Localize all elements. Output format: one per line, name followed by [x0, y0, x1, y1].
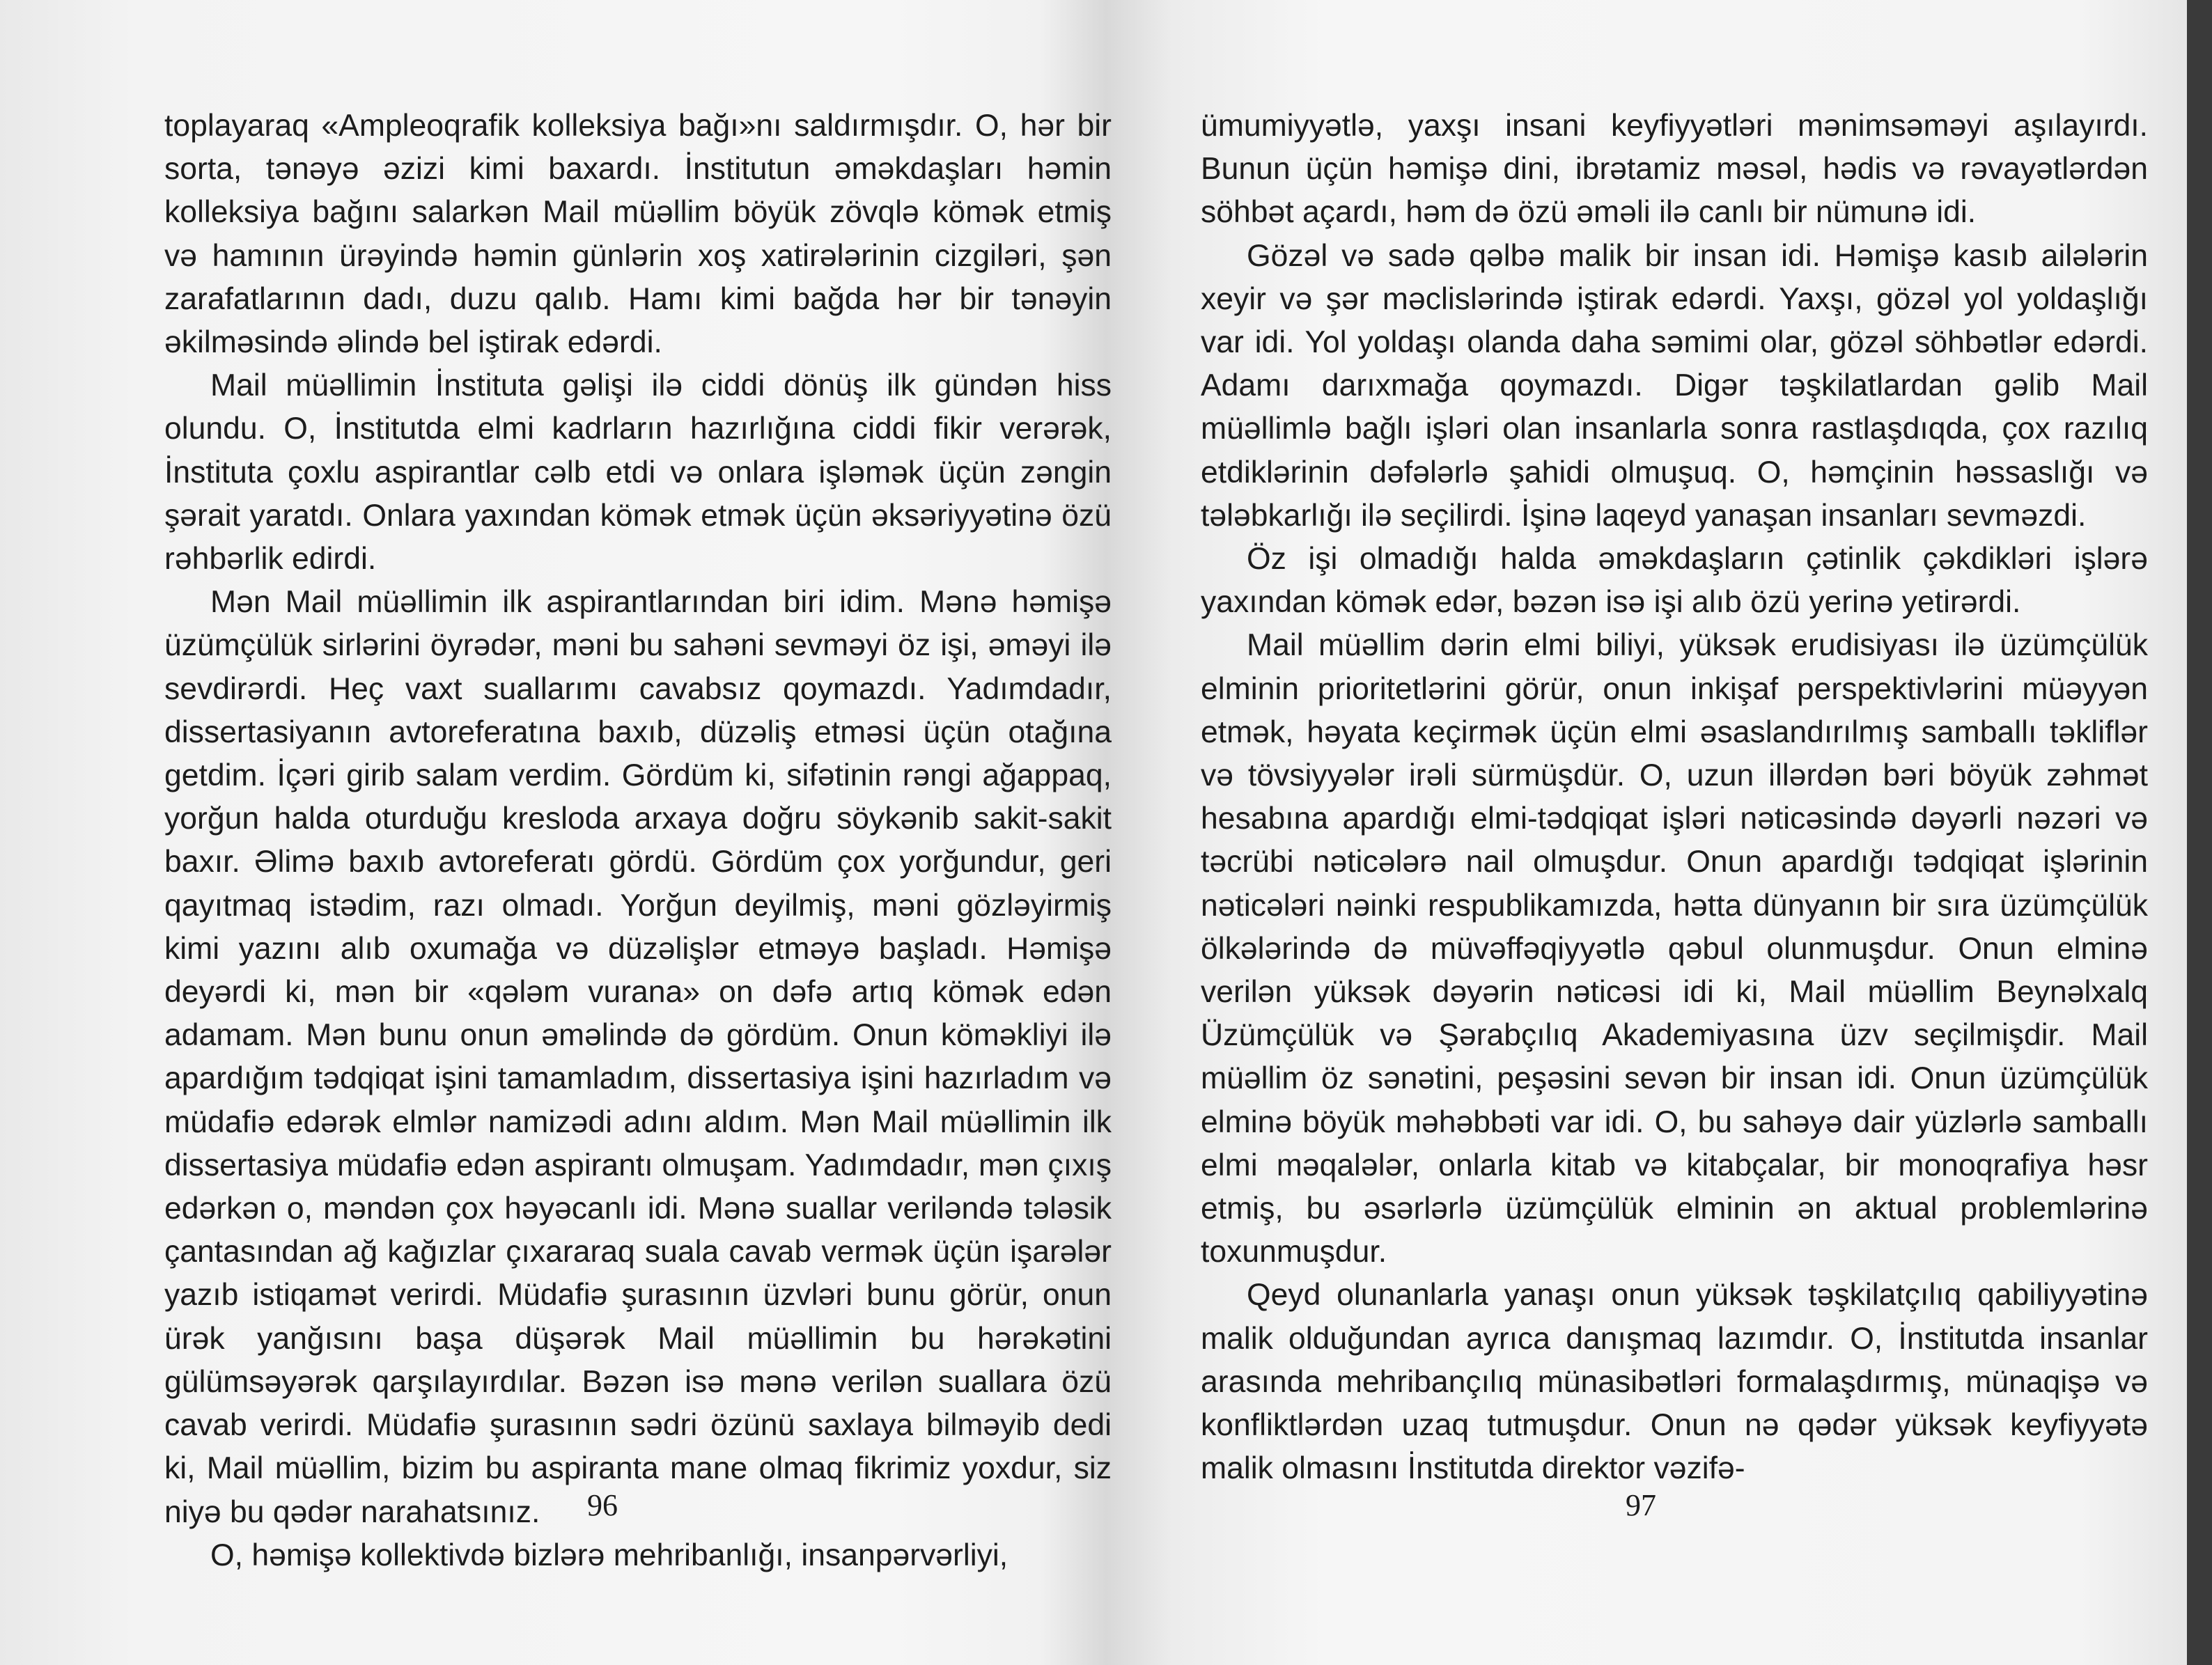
- scan-edge-shadow: [2187, 0, 2212, 1665]
- right-paragraph-3: Öz işi olmadığı halda əməkdaşların çətinlik çəkdikləri işlərə yaxından kömək edər, bəzən isə işi alıb özü yerinə yetirərdi.: [1201, 542, 2148, 620]
- right-page-number: 97: [1626, 1488, 1656, 1522]
- left-paragraph-2: Mail müəllimin İnstituta gəlişi ilə ciddi dönüş ilk gündən hiss olundu. O, İnstitutda elmi kadrların hazırlığına ciddi fikir verərək, İnstituta çoxlu aspirantlar cəlb etdi və onlara işləmək üçün zəngin şərait yaratdı. Onlara yaxından kömək etmək üçün əksəriyyətinə özü rəhbərlik edirdi.: [164, 368, 1112, 577]
- left-paragraph-1: toplayaraq «Ampleoqrafik kolleksiya bağı»nı saldırmışdır. O, hər bir sorta, tənəyə əzizi kimi baxardı. İnstitutun əməkdaşları həmin kolleksiya bağını salarkən Mail müəllim böyük zövqlə kömək etmiş və hamının ürəyində həmin günlərin xoş xatirələrinin cizgiləri, şən zarafatlarının dadı, duzu qalıb. Hamı kimi bağda hər bir tənəyin əkilməsində əlində bel iştirak edərdi.: [164, 109, 1112, 360]
- left-page-text: [164, 104, 1112, 1577]
- right-paragraph-1: ümumiyyətlə, yaxşı insani keyfiyyətləri mənimsəməyi aşılayırdı. Bunun üçün həmişə dini, ibrətamiz məsəl, hədis və rəvayətlərdən söhbət açardı, həm də özü əməli ilə canlı bir nümunə idi.: [1201, 109, 2148, 230]
- right-paragraph-5: Qeyd olunanlarla yanaşı onun yüksək təşkilatçılıq qabiliyyətinə malik olduğundan ayrıca danışmaq lazımdır. O, İnstitutda insanlar arasında mehribançılıq münasibətləri formalaşdırmış, münaqişə və konfliktlərdən uzaq tutmuşdur. Onun nə qədər yüksək keyfiyyətə malik olmasını İnstitutda direktor vəzifə-: [1201, 1278, 2148, 1486]
- left-page-number: 96: [587, 1488, 618, 1522]
- right-page-text: [1201, 104, 2148, 1491]
- right-paragraph-2: Gözəl və sadə qəlbə malik bir insan idi. Həmişə kasıb ailələrin xeyir və şər məclislərində iştirak edərdi. Yaxşı, gözəl yol yoldaşlığı var idi. Yol yoldaşı olanda daha səmimi olar, gözəl söhbətlər edərdi. Adamı darıxmağa qoymazdı. Digər təşkilatlardan gəlib Mail müəllimlə bağlı işləri olan insanlarla sonra rastlaşdıqda, çox razılıq etdiklərinin dəfələrlə şahidi olmuşuq. O, həmçinin həssaslığı və tələbkarlığı ilə seçilirdi. İşinə laqeyd yanaşan insanları sevməzdi.: [1201, 238, 2148, 533]
- right-paragraph-4: Mail müəllim dərin elmi biliyi, yüksək erudisiyası ilə üzümçülük elminin prioritetlərini görür, onun inkişaf perspektivlərini müəyyən etmək, həyata keçirmək üçün elmi əsaslandırılmış samballı təkliflər və tövsiyyələr irəli sürmüşdür. O, uzun illərdən bəri böyük zəhmət hesabına apardığı elmi-tədqiqat işləri nəticəsində dəyərli nəzəri və təcrübi nəticələrə nail olmuşdur. Onun apardığı tədqiqat işlərinin nəticələri nəinki respublikamızda, hətta dünyanın bir sıra üzümçülük ölkələrində də müvəffəqiyyətlə qəbul olunmuşdur. Onun elminə verilən yüksək dəyərin nəticəsi idi ki, Mail müəllim Beynəlxalq Üzümçülük və Şərabçılıq Akademiyasına üzv seçilmişdir. Mail müəllim öz sənətini, peşəsini sevən bir insan idi. Onun üzümçülük elminə böyük məhəbbəti var idi. O, bu sahəyə dair yüzlərlə samballı elmi məqalələr, onlarla kitab və kitabçalar, bir monoqrafiya həsr etmiş, bu əsərlərlə üzümçülük elminin ən aktual problemlərinə toxunmuşdur.: [1201, 628, 2148, 1269]
- left-paragraph-3: Mən Mail müəllimin ilk aspirantlarından biri idim. Mənə həmişə üzümçülük sirlərini öyrədər, məni bu sahəni sevməyi öz işi, əməyi ilə sevdirərdi. Heç vaxt suallarımı cavabsız qoymazdı. Yadımdadır, dissertasiyanın avtoreferatına baxıb, düzəliş etməsi üçün otağına getdim. İçəri girib salam verdim. Gördüm ki, sifətinin rəngi ağappaq, yorğun halda oturduğu kresloda arxaya doğru söykənib sakit-sakit baxır. Əlimə baxıb avtoreferatı gördü. Gördüm çox yorğundur, geri qayıtmaq istədim, razı olmadı. Yorğun deyilmiş, məni gözləyirmiş kimi yazını alıb oxumağa və düzəlişlər etməyə başladı. Həmişə deyərdi ki, mən bir «qələm vurana» on dəfə artıq kömək edən adamam. Mən bunu onun əməlində də gördüm. Onun köməkliyi ilə apardığım tədqiqat işini tamamladım, dissertasiya işini hazırladım və müdafiə edərək elmlər namizədi adını aldım. Mən Mail müəllimin ilk dissertasiya müdafiə edən aspirantı olmuşam. Yadımdadır, mən çıxış edərkən o, məndən çox həyəcanlı idi. Mənə suallar veriləndə tələsik çantasından ağ kağızlar çıxararaq suala cavab vermək üçün işarələr yazıb istiqamət verirdi. Müdafiə şurasının üzvləri bunu görür, onun ürək yanğısını başa düşərək Mail müəllimin bu hərəkətini gülümsəyərək qarşılayırdılar. Bəzən isə mənə verilən suallara özü cavab verirdi. Müdafiə şurasının sədri özünü saxlaya bilməyib dedi ki, Mail müəllim, bizim bu aspiranta mane olmaq fikrimiz yoxdur, siz niyə bu qədər narahatsınız.: [164, 585, 1112, 1529]
- left-paragraph-4: O, həmişə kollektivdə bizlərə mehribanlığı, insanpərvərliyi,: [210, 1538, 1008, 1572]
